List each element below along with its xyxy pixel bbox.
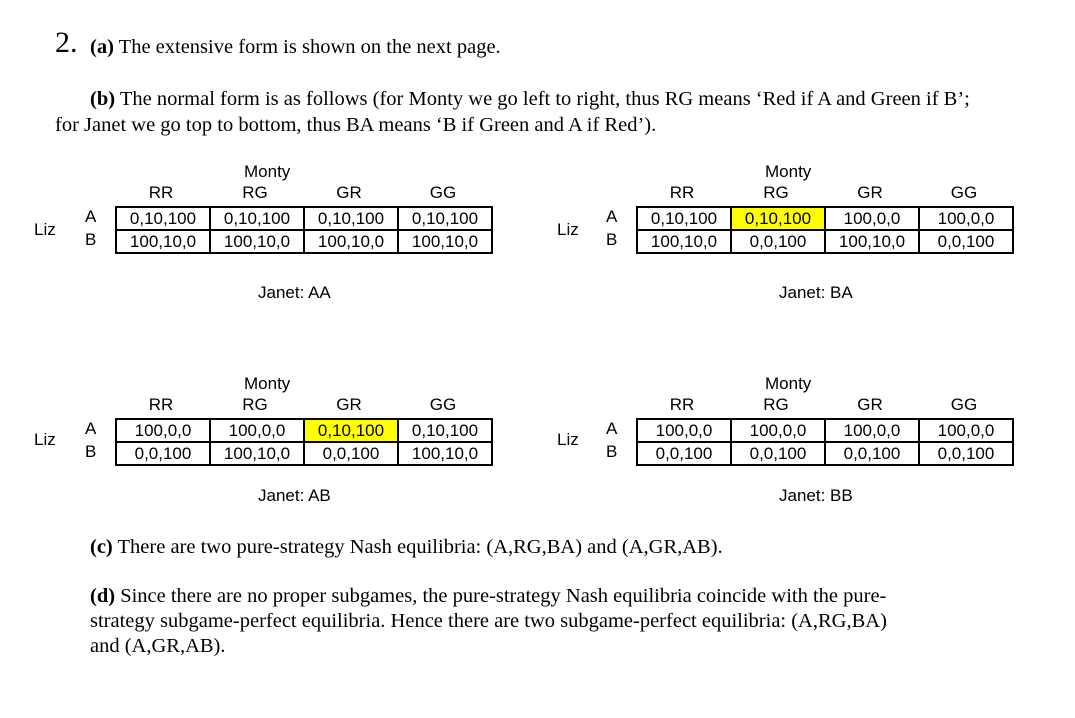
- payoff-cell: 0,0,100: [731, 442, 825, 465]
- payoff-cell: 100,0,0: [116, 419, 210, 442]
- row-label-a: A: [85, 419, 97, 438]
- column-header-gg: GG: [950, 183, 978, 202]
- janet-label: Janet: AB: [258, 486, 331, 505]
- payoff-cell: 0,10,100: [210, 207, 304, 230]
- payoff-cell: 0,0,100: [731, 230, 825, 253]
- liz-label: Liz: [34, 220, 56, 239]
- payoff-cell: 0,10,100: [398, 419, 492, 442]
- payoff-cell: 100,10,0: [825, 230, 919, 253]
- payoff-matrix: [115, 418, 493, 466]
- part-a: [90, 34, 501, 60]
- matrix-row: [116, 419, 492, 442]
- payoff-cell: 0,0,100: [825, 442, 919, 465]
- janet-label: Janet: BA: [779, 283, 853, 302]
- column-header-gg: GG: [429, 395, 457, 414]
- payoff-cell: 0,10,100: [116, 207, 210, 230]
- part-d-text-1: Since there are no proper subgames, the pure-strategy Nash equilibria coincide with the pure-: [120, 585, 887, 607]
- payoff-cell: 100,10,0: [210, 442, 304, 465]
- payoff-cell: 0,10,100: [637, 207, 731, 230]
- janet-label: Janet: BB: [779, 486, 853, 505]
- row-label-b: B: [606, 230, 618, 249]
- column-header-gg: GG: [429, 183, 457, 202]
- monty-label: Monty: [765, 374, 812, 393]
- payoff-cell: 0,0,100: [919, 230, 1013, 253]
- matrix-row: [116, 207, 492, 230]
- matrix-row: [116, 442, 492, 465]
- column-header-rg: RG: [242, 183, 268, 202]
- payoff-cell: 100,0,0: [637, 419, 731, 442]
- payoff-cell: 100,0,0: [731, 419, 825, 442]
- part-d-label: (d): [90, 585, 116, 607]
- column-header-rr: RR: [669, 183, 695, 202]
- column-header-rg: RG: [242, 395, 268, 414]
- payoff-cell: 100,0,0: [825, 207, 919, 230]
- part-b-line2: for Janet we go top to bottom, thus BA means ‘B if Green and A if Red’).: [55, 114, 657, 136]
- question-number: 2.: [55, 26, 78, 59]
- row-label-b: B: [606, 442, 618, 461]
- payoff-cell: 100,10,0: [304, 230, 398, 253]
- column-header-rr: RR: [669, 395, 695, 414]
- part-a-text: The extensive form is shown on the next page.: [118, 36, 501, 58]
- part-c: [90, 534, 723, 560]
- row-label-a: A: [85, 207, 97, 226]
- payoff-cell: 0,0,100: [304, 442, 398, 465]
- payoff-matrix: [115, 206, 493, 254]
- row-label-a: A: [606, 419, 618, 438]
- monty-label: Monty: [765, 162, 812, 181]
- matrix-row: [637, 207, 1013, 230]
- payoff-matrix: [636, 418, 1014, 466]
- monty-label: Monty: [244, 162, 291, 181]
- part-c-label: (c): [90, 536, 113, 558]
- payoff-cell: 100,10,0: [398, 442, 492, 465]
- liz-label: Liz: [34, 430, 56, 449]
- payoff-cell: 100,0,0: [919, 419, 1013, 442]
- matrix-row: [637, 230, 1013, 253]
- part-d-line1: [90, 583, 886, 609]
- row-label-a: A: [606, 207, 618, 226]
- payoff-cell: 100,10,0: [398, 230, 492, 253]
- payoff-cell: 0,0,100: [637, 442, 731, 465]
- payoff-cell: 100,10,0: [210, 230, 304, 253]
- payoff-cell: 100,0,0: [919, 207, 1013, 230]
- monty-label: Monty: [244, 374, 291, 393]
- column-header-gr: GR: [857, 395, 883, 414]
- part-b-line1: [90, 86, 970, 112]
- janet-label: Janet: AA: [258, 283, 331, 302]
- payoff-cell: 0,10,100: [731, 207, 825, 230]
- payoff-cell: 0,10,100: [398, 207, 492, 230]
- payoff-cell: 100,0,0: [210, 419, 304, 442]
- part-d-line3: and (A,GR,AB).: [90, 635, 226, 657]
- matrix-row: [116, 230, 492, 253]
- part-d-line2: strategy subgame-perfect equilibria. Hence there are two subgame-perfect equilibria: (A,RG,BA): [90, 610, 887, 632]
- part-c-text: There are two pure-strategy Nash equilibria: (A,RG,BA) and (A,GR,AB).: [117, 536, 723, 558]
- payoff-cell: 100,0,0: [825, 419, 919, 442]
- column-header-rg: RG: [763, 395, 789, 414]
- payoff-cell: 0,10,100: [304, 419, 398, 442]
- payoff-cell: 0,10,100: [304, 207, 398, 230]
- payoff-cell: 0,0,100: [919, 442, 1013, 465]
- part-b-text-1: The normal form is as follows (for Monty we go left to right, thus RG means ‘Red if A and Green if B’;: [119, 88, 970, 110]
- matrix-row: [637, 419, 1013, 442]
- column-header-gr: GR: [857, 183, 883, 202]
- payoff-cell: 0,0,100: [116, 442, 210, 465]
- liz-label: Liz: [557, 430, 579, 449]
- payoff-matrix: [636, 206, 1014, 254]
- column-header-gr: GR: [336, 183, 362, 202]
- column-header-rr: RR: [148, 395, 174, 414]
- payoff-cell: 100,10,0: [637, 230, 731, 253]
- part-b-label: (b): [90, 88, 116, 110]
- row-label-b: B: [85, 442, 97, 461]
- part-a-label: (a): [90, 36, 114, 58]
- column-header-rg: RG: [763, 183, 789, 202]
- matrix-row: [637, 442, 1013, 465]
- row-label-b: B: [85, 230, 97, 249]
- column-header-gg: GG: [950, 395, 978, 414]
- column-header-gr: GR: [336, 395, 362, 414]
- liz-label: Liz: [557, 220, 579, 239]
- payoff-cell: 100,10,0: [116, 230, 210, 253]
- column-header-rr: RR: [148, 183, 174, 202]
